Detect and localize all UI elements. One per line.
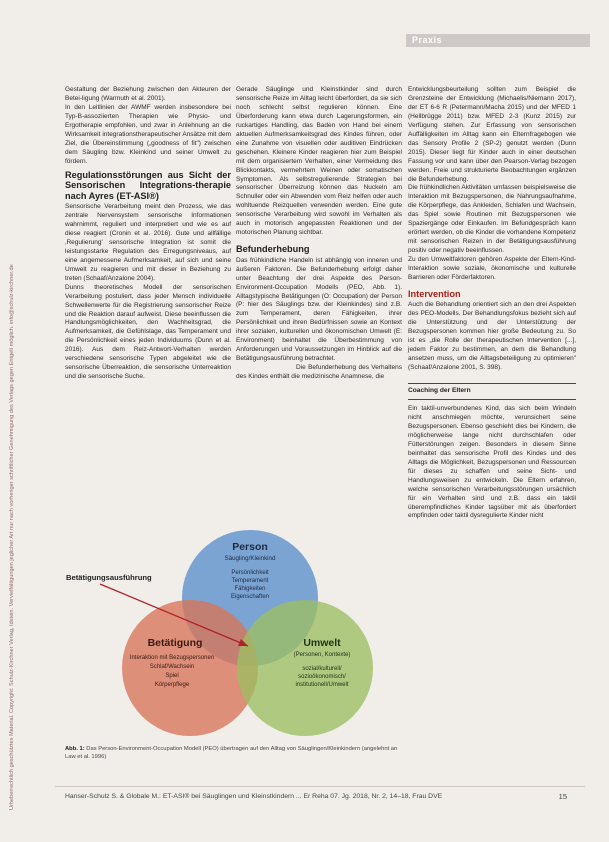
environment-item: sozial/kulturell/ [302,666,342,672]
occupation-item: Interaktion mit Bezugspersonen [129,655,215,661]
paragraph: Die frühkindlichen Aktivitäten umfassen beispielsweise die Interaktion mit Bezugspersonen, die Nahrungsaufnahme, die Körperpflege, das Ankleiden, Schlafen und Wachsein, das Spiel sowie Routinen mit Bezugspersonen wie Spaziergänge oder Einkaufen. Im Befundgespräch kann erörtert werden, ob die Kinder die vorhandene Kompetenz mit sensorischen Reizen in der Betätigungsausführung positiv oder negativ beeinflussen. [408,184,576,255]
occupation-item: Spiel [165,673,179,679]
heading-sensory-integration: Regulationsstörungen aus Sicht der Sensorischen Integrations-therapie nach Ayres (ET-ASI®) [65,169,231,201]
environment-item: institutionell/Umwelt [295,682,349,688]
paragraph: Ein taktil-unverbundenes Kind, das sich beim Windeln nicht anschmiegen möchte, verunsichert seine Bezugspersonen. Ebenso geschieht dies bei Kindern, die möglicherweise lange nicht durchschlafen oder Fütterstörungen zeigen. Besonders in diesem Sinne beinhaltet das sensorische Profil des Kindes und des Alltags die Möglichkeit, Bezugspersonen und Ressourcen für dieses zu schaffen und seine Sicht- und Handlungsweisen zu entwickeln. Die Eltern erfahren, welche sensorischen Verarbeitungsstörungen ursächlich für ein Verhalten sind und z.B. dass ein taktil überempfindliches Kinder tagsüber mit als überfordert empfinden oder taktil dysregulierte Kinder nicht [408,405,576,520]
heading-intervention: Intervention [408,288,461,299]
paragraph: Sensorische Verarbeitung meint den Prozess, wie das zentrale Nervensystem sensorische Informationen wahrnimmt, reguliert und interpretiert und wie es auf diese reagiert (Cronin et al. 2016). Gute und allfällige ‚Regulierung' sensorische Integration ist somit die leistungsstarke Regulation des Erregungsniveaus, auf eine angemessene Aufmerksamkeit, auf sich und seine Umwelt zu reagieren und mit dieser in Beziehung zu treten (Schaaf/Anzalone 2004). [65,203,231,282]
paragraph: Entwicklungsbeurteilung sollten zum Beispiel die Grenzsteine der Entwicklung (Michaelis/Niemann 2017), der ET 6-6 R (Petermann/Macha 2015) und der MFED 1 (Hellbrügge 2011) bzw. MFED 2-3 (Kunz 2015) zur Verfügung stehen. Zur Erfassung von sensorischen Auffälligkeiten im Alltag kann ein Elternfragebogen wie das Sensory Profile 2 (SP-2) genutzt werden (Dunn 2015). Dieser liegt für Kinder auch in einer deutschen Fassung vor und kann über den Pearson-Verlag bezogen werden. Freie und strukturierte Beobachtungen ergänzen die Befunderhebung. [408,86,576,183]
page-number: 15 [558,792,567,801]
text-column-right [408,86,576,521]
paragraph: Gestaltung der Beziehung zwischen den Akteuren der Betei-ligung (Warmuth et al. 2001). [65,86,231,102]
paragraph: Gerade Säuglinge und Kleinstkinder sind durch sensorische Reize im Alltag leicht überfordert, da sie sich noch schlecht selbst regulieren können. Eine Überforderung kann etwa durch Lagerungsformen, ein ruckartiges Handling, das Baden von Hand bei einem aktuellen Aufmerksamkeitsgrad des Kindes führen, oder eine Zunahme von visuellen oder auditiven Eindrücken geschehen. Kleinere Kinder reagieren hier zum Beispiel mit dem organisiertem Verhalten, einer Vermeidung des Blickkontakts, vermehrtem Weinen oder somatischen Symptomen. Als selbstregulierende Strategien bei sensorischer Überreizung können das Nuckeln am Schnuller oder ein Abwenden vom Reiz helfen oder auch wohltuende Reizquellen verwenden werden. Eine gute sensorische Verarbeitung wird sowohl im Verhalten als auch in motorisch angepassten Reaktionen und der motorischen Planung sichtbar. [236,86,402,237]
person-item: Eigenschaften [230,594,270,600]
paragraph: Das frühkindliche Handeln ist abhängig von inneren und äußeren Faktoren. Die Befunderhebung erfolgt daher unter Beachtung der drei Aspekte des Person-Environment-Occupation Modells (PEO, Abb. 1). Alltagstypische Betätigungen (O: Occupation) der Person (P: hier des Säuglings bzw. der Kleinkindes) sind z.B. zum Temperament, deren Fähigkeiten, ihrer Persönlichkeit und ihren Bedürfnissen sowie an Kontext ihrer sozialen, kulturellen und ökonomischen Umwelt (E: Environment) beinhaltet die Überbestimmung von Anforderungen und Voraussetzungen im Hinblick auf die Betätigungsausführung betrachtet. [236,256,402,363]
peo-model-diagram [60,528,400,738]
occupation-item: Körperpflege [154,682,190,688]
occupation-item: Schlaf/Wachsein [149,664,195,670]
paragraph: Zu den Umweltfaktoren gehören Aspekte der Eltern-Kind-Interaktion sowie soziale, ökonomische und kulturelle Barrieren oder Förderfaktoren. [408,256,576,282]
person-item: Fähigkeiten [234,586,266,592]
caption-text: Das Person-Environment-Occupation Modell (PEO) übertragen auf den Alltag von Säuglingen/Kleinkindern (angelehnt an Law et al. 1996) [65,746,398,760]
copyright-side-note: Urheberrechtlich geschütztes Material. Copyright: Schulz-Kirchner Verlag, Idstein. Vervielfältigungen jeglicher Art nur nach vorheriger schriftlicher Genehmigung des Verlags gegen Entgelt möglich. info@schulz-kirchner.de [9,264,15,810]
environment-subtitle: (Personen, Kontexte) [293,652,351,658]
heading-findings: Befunderhebung [236,244,310,255]
person-subtitle: Säugling/Kleinkind [224,555,276,562]
figure-caption [65,745,400,761]
environment-item: sozioökonomisch/ [298,674,346,680]
paragraph: Die Befunderhebung des Verhaltens des Kindes enthält die medizinische Anamnese, die [236,364,402,381]
paragraph: Dunns theoretisches Modell der sensorischen Verarbeitung postuliert, dass jeder Mensch individuelle Schwellenwerte für die Registrierung sensorischer Reize und die Reaktion darauf aufweist. Diese beeinflussen die Handlungsmöglichkeiten, den Wachheitsgrad, die Aufmerksamkeit, die Gefühlslage, das Temperament und die Persönlichkeit eines jeden Individuums (Dunn et al. 2016). Aus dem Reiz-Antwort-Verhalten werden verschiedene sensorische Typen abgeleitet wie die sensorische Überreaktion, die sensorische Unterreaktion und die sensorische Suche. [65,283,231,381]
occupation-title: Betätigung [147,637,203,649]
paragraph: In den Leitlinien der AWMF werden insbesondere bei Typ-B-assoziierten Therapien wie Physio- und Ergotherapie empfohlen, und zwar in Anlehnung an die Wirksamkeit integrationstherapeutischer Ansätze mit dem Ziel, die Übereinstimmung („goodness of fit") zwischen dem Säugling bzw. Kleinkind und seiner Umwelt zu fördern. [65,103,231,165]
caption-label: Abb. 1: [65,746,85,752]
box-title-coaching: Coaching der Eltern [408,383,576,400]
text-column-middle [236,86,402,382]
text-column-left [65,86,231,382]
footer-citation: Hanser-Schulz S. & Globale M.: ET-ASI® bei Säuglingen und Kleinstkindern ... Er Reha 07. Jg. 2018, Nr. 2, 14–18, Frau DVE [65,793,443,800]
paragraph: Auch die Behandlung orientiert sich an den drei Aspekten des PEO-Modells. Der Behandlungsfokus bezieht sich auf die Unterstützung und der Unterstützung der Bezugspersonen kommen hier große Bedeutung zu. So ist es „die Rolle der therapeutischen Intervention [...], jedem Faktor zu bestimmen, an dem die Behandlung ansetzen muss, um die Alltagsbeteiligung zu optimieren" (Schaaf/Anzalone 2001, S. 398). [408,301,576,372]
person-title: Person [232,541,268,553]
arrow-label: Betätigungsausführung [66,573,152,582]
person-item: Temperament [231,578,269,584]
section-tag: Praxis [406,34,590,47]
person-item: Persönlichkeit [231,570,269,576]
footer-divider [55,786,585,787]
environment-title: Umwelt [303,637,341,649]
